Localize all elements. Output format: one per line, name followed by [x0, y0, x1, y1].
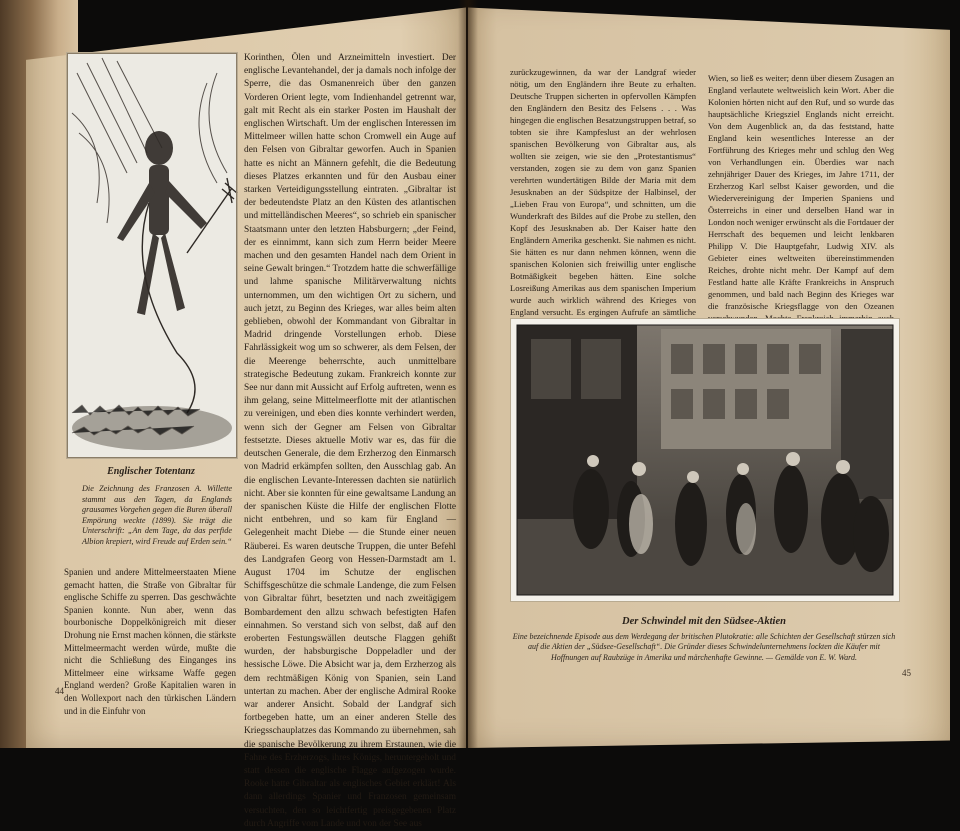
painting-image — [511, 319, 899, 601]
south-sea-painting — [510, 318, 900, 602]
page-number-right: 45 — [902, 668, 911, 678]
left-page-text-bottom: Spanien und andere Mittelmeerstaaten Miene gemacht hatten, die Straße von Gibraltar für englische Schiffe zu sperren. Das geschwächte Spanien konnte. Nun aber, wenn das bourbonische Doppelkönigreich mit dieser Drohung nie Ernst machen können, die stärkste Mittelmeermacht werden würde, mußte die nicht die Schließung des Einganges ins Mittelmeer eine wirksame Waffe gegen England werden? Große Kapitalien waren in den Wollexport nach den türkischen Ländern und in die Einfuhr von — [64, 567, 236, 716]
page-number-left: 44 — [55, 686, 64, 696]
book-gutter — [458, 0, 478, 748]
right-page-text-col1: zurückzugewinnen, da war der Landgraf wieder nötig, um den Engländern ihre Beute zu erhalten. Deutsche Truppen sicherten in opfervollen Kämpfen den Engländern den Besitz des Felsens . . . Was hingegen die englischen Besatzungstruppen betraf, so tobten sie ihre Kampfeslust an der wehrlosen spanischen Bevölkerung von Gibraltar aus, als wollten sie zeigen, wie sie den „Protestantismus“ verstanden, zogen sie zu dem von ganz Spanien verehrten wundertätigen Bilde der Maria mit dem Jesusknaben an der Südspitze der Halbinsel, der „Lieben Frau von Europa“, und schnitten, um die Wunderkraft des Bildes auf die Probe zu stellen, den Kopf des Jesusknaben ab. Der Kaiser hatte den Engländern Amerika geschenkt. Sie nahmen es nicht. Sie hätten es nur dann nehmen können, wenn die spanischen Kolonien sich freiwillig unter englische Botmäßigkeit begeben hätten. Eine solche Losreißung Amerikas aus dem spanischen Imperium wurde auch wirklich während des Krieges von England versucht. Es ergingen Aufrufe an sämtliche — [510, 67, 696, 317]
illustration-title: Englischer Totentanz — [107, 466, 195, 477]
painting-title: Der Schwindel mit den Südsee-Aktien — [622, 616, 786, 627]
illustration-caption: Die Zeichnung des Franzosen A. Willette stammt aus den Tagen, da Englands grausames Vorgehen gegen die Buren überall Empörung weckte (1899). Sie trägt die Unterschrift: „An dem Tage, da das perfide Albion krepiert, wird Freude auf Erden sein.“ — [82, 484, 232, 546]
skeleton-drawing — [67, 53, 237, 458]
totentanz-illustration — [66, 52, 238, 459]
painting-caption: Eine bezeichnende Episode aus dem Werdegang der britischen Plutokratie: alle Schichten der Gesellschaft stürzen sich auf die Aktien der „Südsee-Gesellschaft“. Die Gründer dieses Schwindelunternehmens lockten die Käufer mit Hoffnungen auf Raubzüge in Amerika und märchenhafte Gewinne. — Gemälde von E. W. Ward. — [512, 632, 896, 662]
right-page-text-col2: Wien, so ließ es weiter; denn über diesem Zusagen an England verlautete weltweislich kein Wort. Aber die Kolonien hörten nicht auf den Ruf, und so wurde das hauptsächliche Kriegsziel Englands nicht erreicht. Von dem Augenblick an, da das feststand, hatte England kein wesentliches Interesse an der Fortführung des Krieges mehr und schlug den Weg von Verhandlungen ein. Überdies war nach zehnjähriger Dauer des Krieges, im Jahre 1711, der Erzherzog Karl selbst Kaiser geworden, und die Wiedervereinigung der Imperien Spaniens und Österreichs in einer und derselben Hand war in London noch weniger erwünscht als die Fortdauer der Herrschaft des bequemen und leicht lenkbaren Philipp V. Die Hauptgefahr, Ludwig XIV. als Gebieter eines weltweiten übereinstimmenden Reiches, drohte nicht mehr. Der Kampf auf dem Festland hatte alle Kräfte Frankreichs in Anspruch genommen, und bald nach Beginn des Krieges war die französische Kriegsflagge von den Ozeanen — [708, 73, 894, 311]
left-page-text-right: Korinthen, Ölen und Arzneimitteln investiert. Der englische Levantehandel, der ja damals noch infolge der Sperre, die das Osmanenreich über den ganzen Vorderen Orient legte, vom Indienhandel getrennt war, galt mit Recht als ein starker Posten im Haushalt der englischen Wirtschaft. Um der englischen Interessen im Mittelmeer willen hatte schon Cromwell ein Auge auf den Felsen von Gibraltar geworfen. Auch in Spanien hatte es nicht an Männern gefehlt, die die Bedeutung dieses Platzes erkannten und für den Ausbau einer starken Verteidigungsstellung eintraten. „Gibraltar ist der bedeutendste Platz an den Küsten des atlantischen und mittelländischen Meeres“, so schrieb ein spanischer Staatsmann unter den letzten Habsburgern; „der Feind, der es einnimmt, kann sich zum Herrn beider Meere machen und den gesamten Handel nach dem Orient in seine Gewalt bringen.“ Trotzdem hatte die schwerfällige und lahme spanische Militärverwaltung nichts unternommen, um den wichtigen Ort zu sichern, und auch jetzt, zu Beginn des Krieges, war alles beim alten geblieben, obwohl der Kommandant von Gibraltar in Madrid dringende Vorstellungen erhob. Diese Fahrlässigkeit wog um so schwerer, als dem Felsen, der die Meerenge beherrschte, auch unmittelbare strategische Bedeutung zukam. Frankreich konnte zur See nur dann mit Aussicht auf Erfolg auftreten, wenn es ihm gelang, seine Mittelmeerflotte mit der atlantischen zu vereinigen, und eben dies konnte verhindert werden, wenn sich der Gegner am Felsen von Gibraltar festsetzte. Dieses aktuelle Motiv war es, das für die deutschen Generale, die dem Erzherzog den Einmarsch von Madrid erkämpfen sollten, den Ausschlag gab. An die englischen Levante-Interessen dachten sie natürlich nicht. Aber sie konnten für eine gewaltsame Landung an der spanischen Küste die Hilfe der englischen Flotte nicht entbehren, und so kam für England — Gelegenheit macht Diebe — die Stunde einer neuen Räuberei. Es waren deutsche Truppen, die unter Befehl des Landgrafen Georg von Hessen-Darmstadt am 1. August 1704 im Schutze der englischen Schiffsgeschütze die schmale Landenge, die zum Felsen von Gibraltar führt, besetzten und nach zweitägigem Bombardement den allzu schwach befestigten Hafen einnahmen. So verstand sich von selbst, daß auf den eroberten Festungswällen deutsche Flaggen gehißt wurden, der habsburgische Doppeladler und der hessische Löwe. Die Absicht war ja, dem Erzherzog als dem rechtmäßigen König von Spanien, sein Land untertan zu machen. Aber der englische Admiral Rooke war anderer Ansicht. Sobald der Landgraf sich fortbegeben hatte, um an einer anderen Stelle des Kriegsschauplatzes das Kommando zu übernehmen, sah die spanische Bevölkerung zu ihrem Erstaunen, wie die Fahne des Erzherzogs, ihres Königs, heruntergeholt und statt dessen die englische Flagge aufgezogen wurde. Rooke hatte Gibraltar als englisches Gebiet erklärt! Als dann allerdings Spanier und Franzosen gemeinsam versuchten, den so leichtfertig preisgegebenen Platz durch Angriffe vom Lande und von der See aus — [244, 53, 456, 829]
